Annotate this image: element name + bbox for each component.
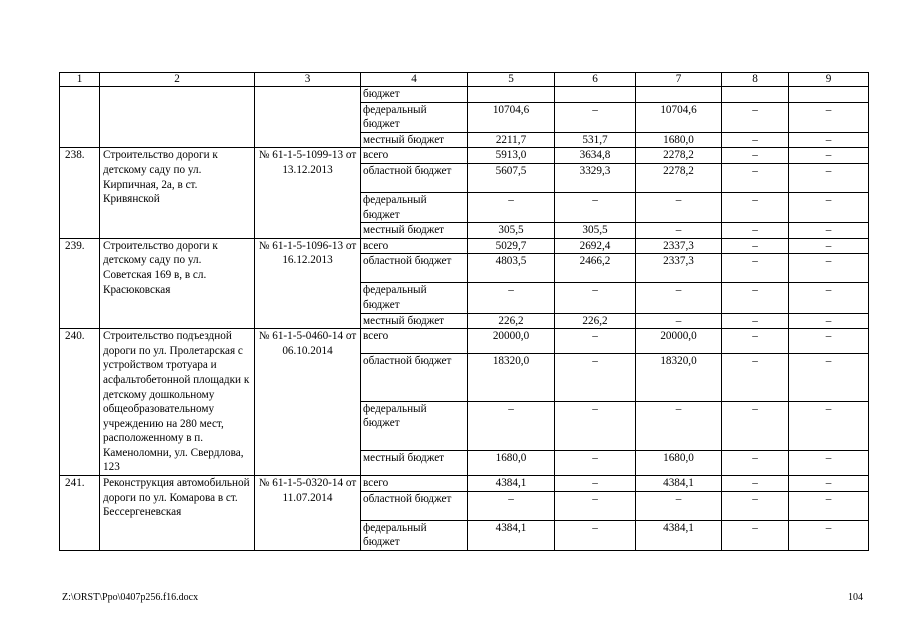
- value-cell: –: [789, 450, 869, 475]
- value-cell: –: [722, 491, 789, 520]
- value-cell: –: [636, 401, 722, 450]
- footer-file-path: Z:\ORST\Ppo\0407p256.f16.docx: [62, 592, 199, 603]
- value-cell: [789, 87, 869, 103]
- budget-type: местный бюджет: [361, 313, 468, 329]
- value-cell: 10704,6: [468, 102, 555, 132]
- col-header: 7: [636, 73, 722, 87]
- value-cell: –: [555, 192, 636, 222]
- col-header: 5: [468, 73, 555, 87]
- table-row: [60, 329, 869, 354]
- col-header: 1: [60, 73, 100, 87]
- entry-name: Строительство дороги к детскому саду по ул. Советская 169 в, в сл. Красюковская: [100, 238, 255, 328]
- value-cell: –: [789, 163, 869, 192]
- value-cell: 4384,1: [636, 476, 722, 492]
- value-cell: –: [636, 313, 722, 329]
- value-cell: –: [722, 329, 789, 354]
- value-cell: 4384,1: [468, 476, 555, 492]
- value-cell: –: [722, 238, 789, 254]
- value-cell: 305,5: [468, 223, 555, 239]
- value-cell: 18320,0: [636, 354, 722, 401]
- value-cell: [636, 87, 722, 103]
- value-cell: 4384,1: [468, 520, 555, 550]
- entry-number: 238.: [60, 148, 100, 238]
- value-cell: –: [789, 132, 869, 148]
- entry-document: [255, 87, 361, 148]
- value-cell: –: [555, 401, 636, 450]
- value-cell: –: [789, 313, 869, 329]
- value-cell: 10704,6: [636, 102, 722, 132]
- value-cell: 2692,4: [555, 238, 636, 254]
- header-row: [60, 73, 869, 87]
- budget-table: [59, 72, 869, 551]
- entry-name: Строительство подъездной дороги по ул. Пролетарская с устройством тротуара и асфальтобетонной площадки к детскому дошкольному общеобразовательному учреждению на 280 мест, расположенному в п. Каменоломни, ул. Свердлова, 123: [100, 329, 255, 476]
- value-cell: –: [636, 223, 722, 239]
- value-cell: 1680,0: [636, 450, 722, 475]
- budget-type: местный бюджет: [361, 132, 468, 148]
- budget-type: всего: [361, 238, 468, 254]
- value-cell: –: [789, 329, 869, 354]
- budget-type: федеральный бюджет: [361, 192, 468, 222]
- value-cell: –: [722, 354, 789, 401]
- value-cell: 5029,7: [468, 238, 555, 254]
- entry-number: 240.: [60, 329, 100, 476]
- value-cell: 1680,0: [468, 450, 555, 475]
- budget-type: федеральный бюджет: [361, 520, 468, 550]
- value-cell: –: [555, 491, 636, 520]
- value-cell: 2211,7: [468, 132, 555, 148]
- value-cell: –: [789, 401, 869, 450]
- value-cell: –: [722, 102, 789, 132]
- value-cell: 5607,5: [468, 163, 555, 192]
- value-cell: –: [722, 148, 789, 164]
- value-cell: –: [789, 238, 869, 254]
- table-row: [60, 476, 869, 492]
- value-cell: –: [722, 283, 789, 313]
- value-cell: –: [789, 148, 869, 164]
- budget-type: федеральный бюджет: [361, 283, 468, 313]
- value-cell: –: [555, 476, 636, 492]
- col-header: 6: [555, 73, 636, 87]
- budget-type: федеральный бюджет: [361, 401, 468, 450]
- page-number: 104: [848, 592, 863, 603]
- table-row: [60, 238, 869, 254]
- entry-document: № 61-1-5-1099-13 от 13.12.2013: [255, 148, 361, 238]
- value-cell: 1680,0: [636, 132, 722, 148]
- budget-type: областной бюджет: [361, 491, 468, 520]
- value-cell: –: [555, 283, 636, 313]
- value-cell: –: [789, 102, 869, 132]
- value-cell: –: [722, 313, 789, 329]
- value-cell: 18320,0: [468, 354, 555, 401]
- entry-document: № 61-1-5-1096-13 от 16.12.2013: [255, 238, 361, 328]
- value-cell: –: [789, 283, 869, 313]
- value-cell: –: [789, 491, 869, 520]
- budget-type: всего: [361, 148, 468, 164]
- value-cell: –: [555, 329, 636, 354]
- value-cell: 4803,5: [468, 254, 555, 283]
- value-cell: –: [722, 223, 789, 239]
- budget-type: всего: [361, 329, 468, 354]
- budget-type: местный бюджет: [361, 223, 468, 239]
- value-cell: [555, 87, 636, 103]
- value-cell: –: [789, 192, 869, 222]
- value-cell: –: [722, 450, 789, 475]
- value-cell: –: [789, 476, 869, 492]
- value-cell: 20000,0: [468, 329, 555, 354]
- value-cell: –: [722, 192, 789, 222]
- value-cell: 2466,2: [555, 254, 636, 283]
- entry-number: 241.: [60, 476, 100, 551]
- budget-type: местный бюджет: [361, 450, 468, 475]
- budget-type: областной бюджет: [361, 254, 468, 283]
- value-cell: –: [636, 491, 722, 520]
- table-body: [60, 87, 869, 551]
- entry-document: № 61-1-5-0460-14 от 06.10.2014: [255, 329, 361, 476]
- col-header: 2: [100, 73, 255, 87]
- entry-document: № 61-1-5-0320-14 от 11.07.2014: [255, 476, 361, 551]
- col-header: 3: [255, 73, 361, 87]
- value-cell: 4384,1: [636, 520, 722, 550]
- value-cell: –: [789, 223, 869, 239]
- value-cell: –: [789, 254, 869, 283]
- value-cell: –: [722, 401, 789, 450]
- budget-type: бюджет: [361, 87, 468, 103]
- value-cell: –: [722, 476, 789, 492]
- value-cell: 2337,3: [636, 254, 722, 283]
- value-cell: 3329,3: [555, 163, 636, 192]
- entry-name: Реконструкция автомобильной дороги по ул. Комарова в ст. Бессергеневская: [100, 476, 255, 551]
- entry-number: [60, 87, 100, 148]
- value-cell: –: [636, 283, 722, 313]
- budget-type: федеральный бюджет: [361, 102, 468, 132]
- col-header: 9: [789, 73, 869, 87]
- table-row: [60, 148, 869, 164]
- value-cell: 305,5: [555, 223, 636, 239]
- value-cell: [722, 87, 789, 103]
- value-cell: 5913,0: [468, 148, 555, 164]
- budget-type: областной бюджет: [361, 354, 468, 401]
- budget-type: областной бюджет: [361, 163, 468, 192]
- value-cell: –: [722, 163, 789, 192]
- col-header: 4: [361, 73, 468, 87]
- value-cell: –: [722, 520, 789, 550]
- value-cell: –: [636, 192, 722, 222]
- value-cell: –: [555, 450, 636, 475]
- value-cell: –: [468, 401, 555, 450]
- value-cell: 2278,2: [636, 163, 722, 192]
- col-header: 8: [722, 73, 789, 87]
- value-cell: –: [789, 520, 869, 550]
- value-cell: –: [555, 102, 636, 132]
- value-cell: –: [468, 283, 555, 313]
- value-cell: –: [789, 354, 869, 401]
- entry-name: Строительство дороги к детскому саду по ул. Кирпичная, 2а, в ст. Кривянской: [100, 148, 255, 238]
- value-cell: 3634,8: [555, 148, 636, 164]
- value-cell: 2278,2: [636, 148, 722, 164]
- value-cell: [468, 87, 555, 103]
- value-cell: –: [468, 491, 555, 520]
- value-cell: –: [722, 132, 789, 148]
- value-cell: 226,2: [468, 313, 555, 329]
- value-cell: –: [555, 354, 636, 401]
- value-cell: 531,7: [555, 132, 636, 148]
- table-row: [60, 87, 869, 103]
- value-cell: –: [555, 520, 636, 550]
- value-cell: –: [468, 192, 555, 222]
- value-cell: 20000,0: [636, 329, 722, 354]
- value-cell: 2337,3: [636, 238, 722, 254]
- value-cell: 226,2: [555, 313, 636, 329]
- entry-name: [100, 87, 255, 148]
- value-cell: –: [722, 254, 789, 283]
- entry-number: 239.: [60, 238, 100, 328]
- budget-type: всего: [361, 476, 468, 492]
